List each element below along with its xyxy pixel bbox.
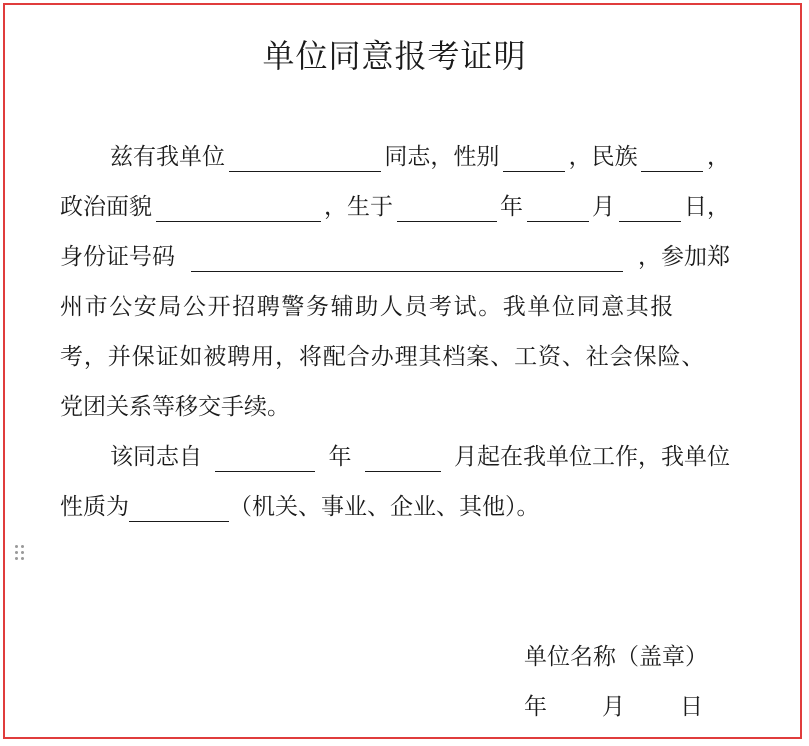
drag-handle-icon[interactable] bbox=[15, 545, 25, 563]
text-exam-info: 州市公安局公开招聘警务辅助人员考试。我单位同意其报 bbox=[60, 294, 675, 320]
text-political-status: 政治面貌 bbox=[60, 194, 152, 220]
text-work-unit: 月起在我单位工作，我单位 bbox=[454, 444, 730, 470]
para1-line5 bbox=[60, 342, 730, 372]
unit-name-seal: 单位名称（盖章） bbox=[524, 644, 708, 670]
text-born-on: ，生于 bbox=[324, 194, 393, 220]
text-unit-intro: 兹有我单位 bbox=[110, 144, 225, 170]
text-month: 月 bbox=[592, 194, 615, 220]
text-id-number: 身份证号码 bbox=[60, 244, 175, 270]
sign-day: 日 bbox=[680, 694, 703, 720]
para1-line3 bbox=[60, 242, 730, 272]
para1-line4 bbox=[60, 292, 730, 322]
text-transfer: 党团关系等移交手续。 bbox=[60, 394, 290, 420]
text-nature: 性质为 bbox=[60, 494, 129, 520]
text-guarantee: 考，并保证如被聘用，将配合办理其档案、工资、社会保险、 bbox=[60, 344, 706, 370]
id-number-blank[interactable] bbox=[191, 247, 623, 272]
text-participate: ，参加郑 bbox=[638, 244, 730, 270]
ethnicity-blank[interactable] bbox=[641, 147, 703, 172]
sign-year: 年 bbox=[524, 694, 547, 720]
work-month-blank[interactable] bbox=[365, 447, 441, 472]
text-comma: ， bbox=[706, 144, 730, 170]
birth-month-blank[interactable] bbox=[527, 197, 589, 222]
gender-blank[interactable] bbox=[503, 147, 565, 172]
text-nature-options: （机关、事业、企业、其他）。 bbox=[229, 494, 540, 520]
text-ethnicity: ，民族 bbox=[568, 144, 638, 170]
para1-line1 bbox=[60, 142, 730, 172]
para1-line2 bbox=[60, 192, 730, 222]
birth-year-blank[interactable] bbox=[397, 197, 497, 222]
document-title: 单位同意报考证明 bbox=[262, 37, 527, 75]
name-blank[interactable] bbox=[229, 147, 381, 172]
text-year: 年 bbox=[500, 194, 523, 220]
unit-nature-blank[interactable] bbox=[129, 497, 229, 522]
para2-line2 bbox=[60, 492, 730, 522]
text-day: 日， bbox=[684, 194, 730, 220]
text-comrade-gender: 同志，性别 bbox=[384, 144, 500, 170]
work-year-blank[interactable] bbox=[215, 447, 315, 472]
political-status-blank[interactable] bbox=[156, 197, 321, 222]
sign-month: 月 bbox=[602, 694, 625, 720]
birth-day-blank[interactable] bbox=[619, 197, 681, 222]
text-since: 该同志自 bbox=[110, 444, 202, 470]
text-work-year: 年 bbox=[328, 444, 352, 470]
para2-line1 bbox=[60, 442, 730, 472]
para1-line6 bbox=[60, 392, 730, 422]
